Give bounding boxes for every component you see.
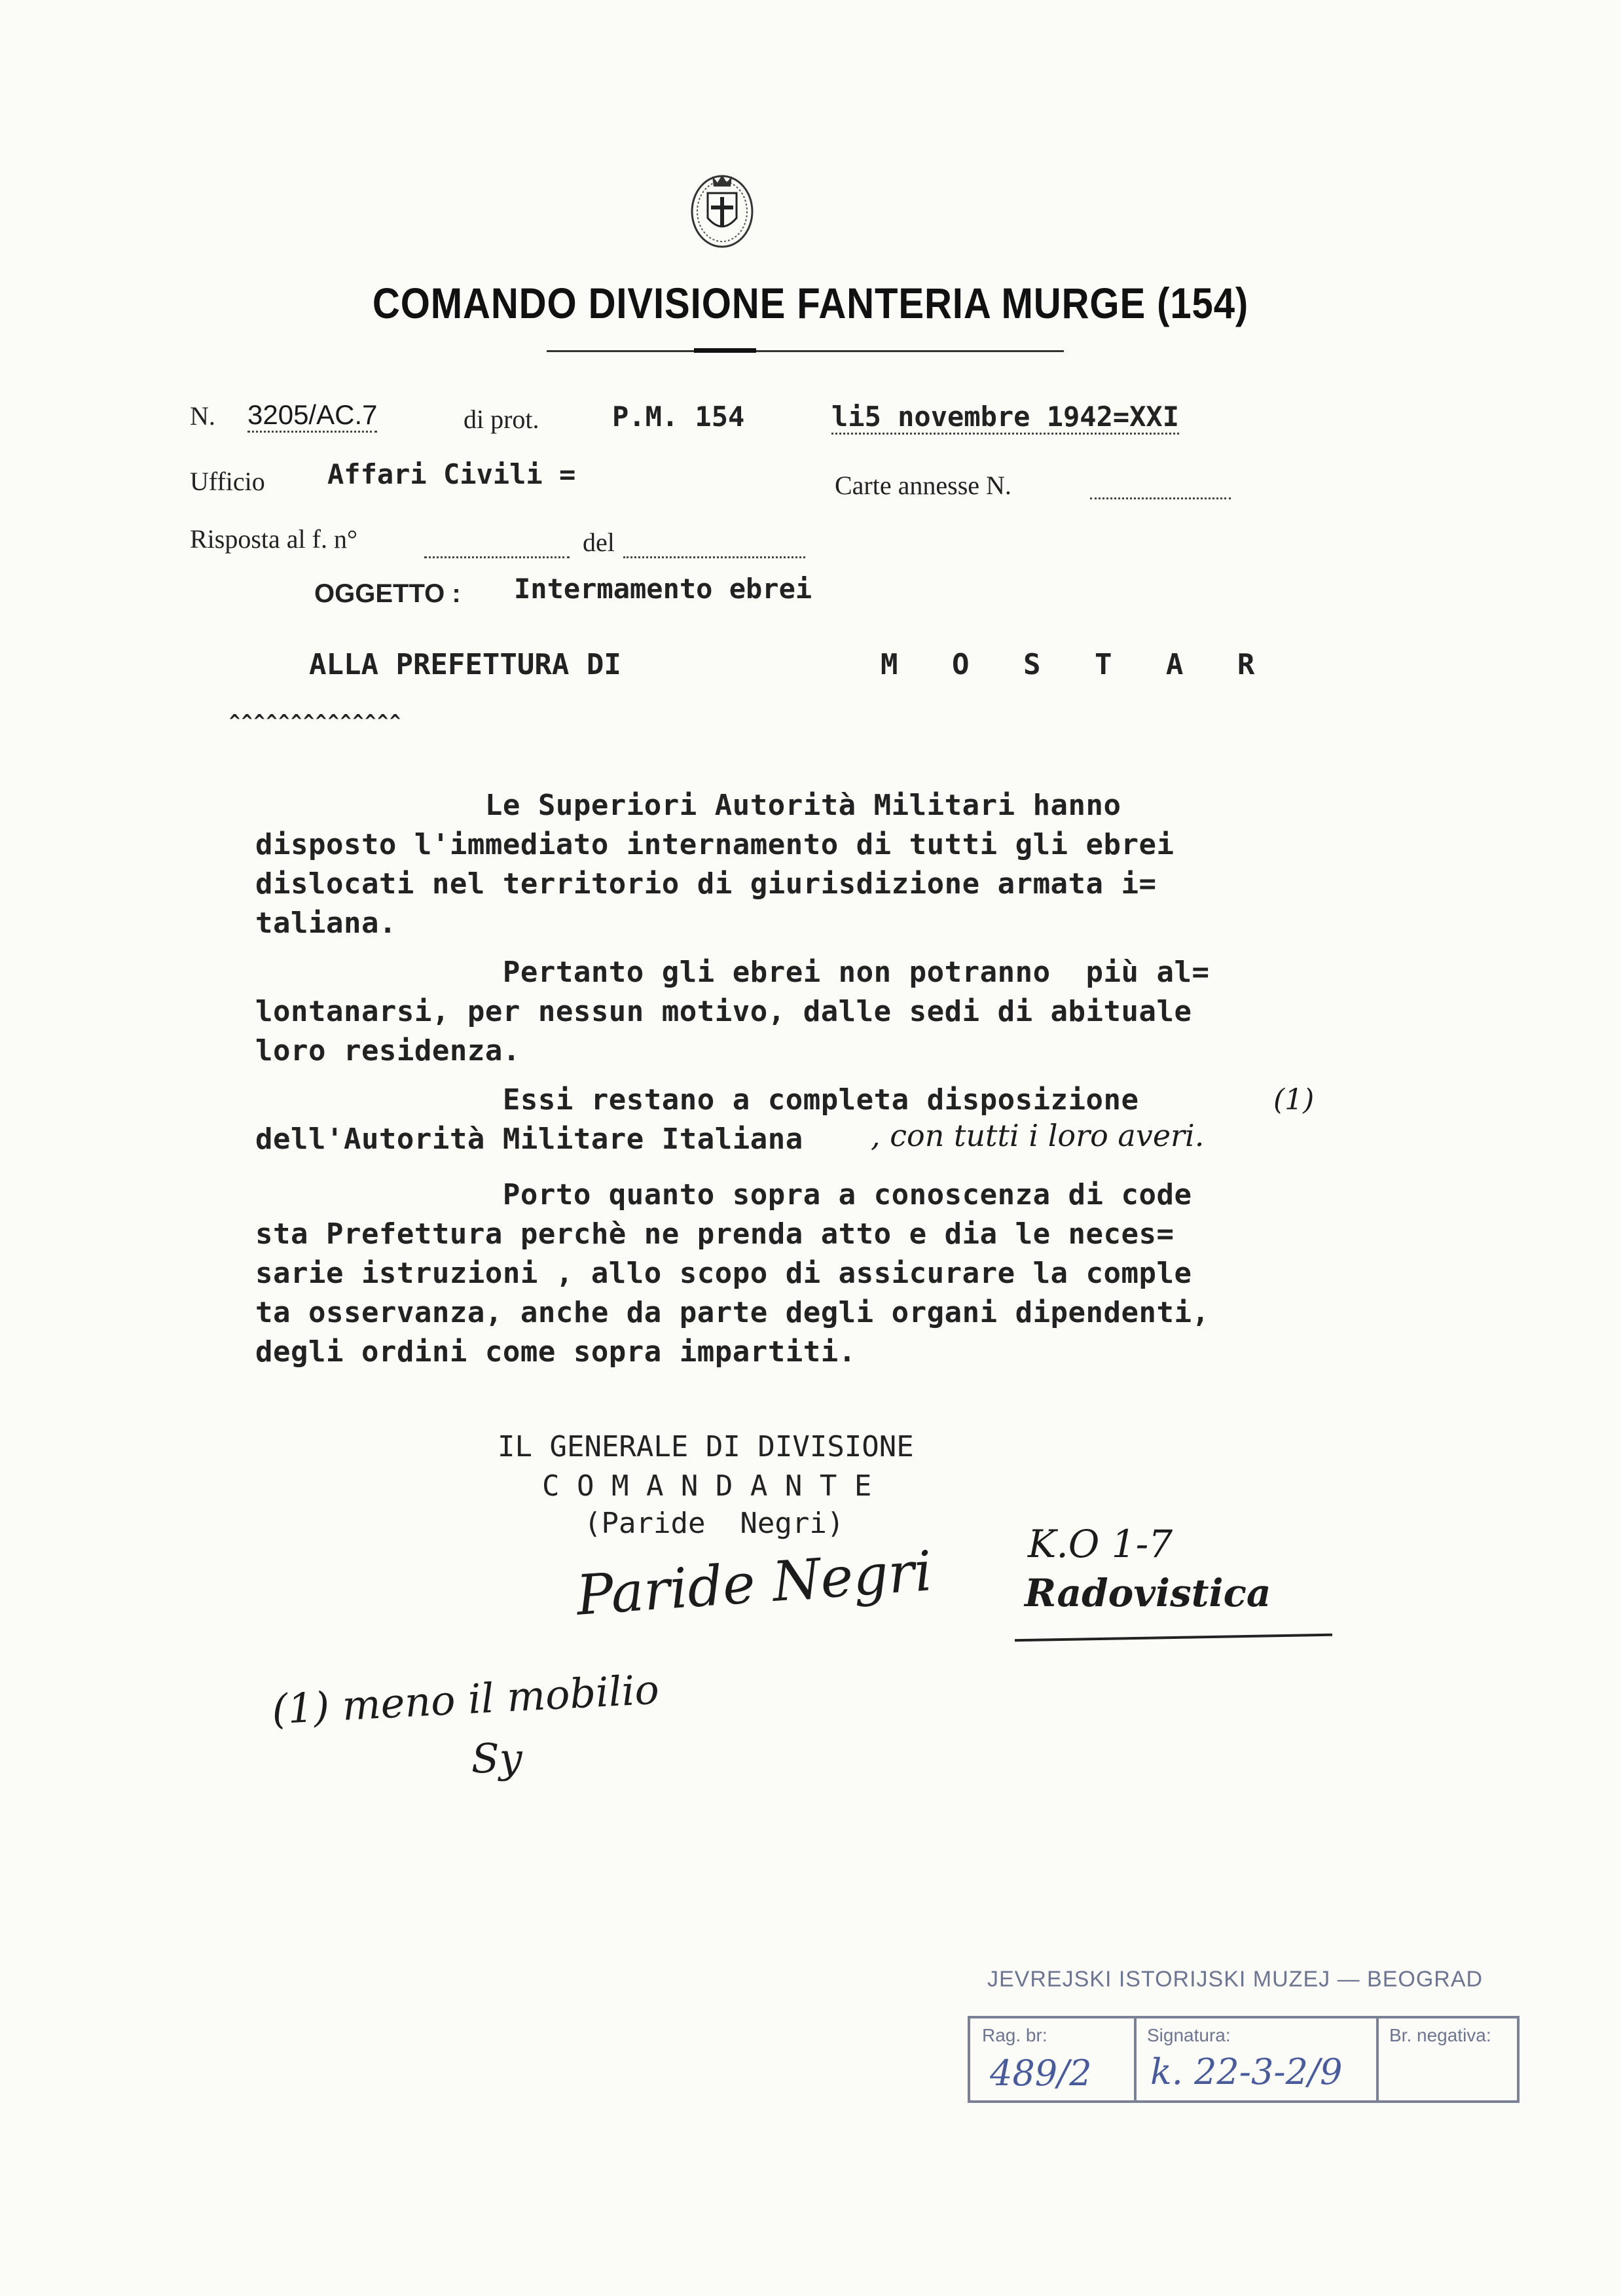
stamp-divider-1 [1134,2018,1137,2100]
carte-annesse-label: Carte annesse N. [835,471,1011,500]
page-title: COMANDO DIVISIONE FANTERIA MURGE (154) [372,279,1249,327]
document-date: li5 novembre 1942=XXI [831,401,1179,435]
insert-mark: (1) [1273,1083,1315,1117]
addressee-line: ALLA PREFETTURA DI [309,648,621,681]
annotation-radovistica: Radovistica [1025,1571,1271,1615]
museum-stamp-header: JEVREJSKI ISTORIJSKI MUZEJ — BEOGRAD [987,1967,1484,1992]
addressee-underline: ^^^^^^^^^^^^^^ [229,710,403,732]
oggetto-value: Intermamento ebrei [514,573,812,605]
pm-number: P.M. 154 [612,401,745,433]
body-line-3: dislocati nel territorio di giurisdizione armata i= [255,867,1157,901]
stamp-rag-label: Rag. br: [982,2025,1047,2045]
museum-stamp [968,2016,1520,2103]
del-label: del [583,528,615,557]
risposta-label: Risposta al f. n° [190,524,357,554]
del-field [623,555,805,558]
stamp-negativa-label: Br. negativa: [1389,2025,1491,2045]
body-line-1: Le Superiori Autorità Militari hanno [255,789,1121,822]
oggetto-label: OGGETTO : [314,579,461,608]
annotation-ko: K.O 1-7 [1028,1522,1173,1566]
carte-annesse-field [1090,496,1231,499]
stamp-divider-2 [1376,2018,1379,2100]
risposta-field [424,555,570,558]
stamp-signatura-value: k. 22-3-2/9 [1150,2051,1343,2092]
number-label: N. [190,401,215,431]
body-line-2: disposto l'immediato internamento di tutti gli ebrei [255,828,1175,861]
annotation-underline [1015,1634,1332,1641]
body-line-10: Porto quanto sopra a conoscenza di code [255,1178,1192,1211]
body-line-9: dell'Autorità Militare Italiana [255,1122,803,1156]
body-line-11: sta Prefettura perchè ne prenda atto e dia le neces= [255,1217,1175,1251]
stamp-rag-value: 489/2 [990,2053,1092,2094]
handwritten-insert: , con tutti i loro averi. [871,1118,1205,1153]
coat-of-arms-emblem [686,167,758,252]
stamp-signatura-label: Signatura: [1147,2025,1231,2045]
protocol-number: 3205/AC.7 [247,399,377,433]
title-rule-accent [694,348,756,353]
handwritten-signature: Paride Negri [574,1539,934,1628]
body-line-14: degli ordini come sopra impartiti. [255,1335,856,1369]
prot-label: di prot. [464,404,539,434]
ufficio-label: Ufficio [190,467,265,496]
body-line-4: taliana. [255,906,397,940]
addressee-city: M O S T A R [881,648,1273,681]
footnote-text: (1) meno il mobilio [270,1665,661,1734]
body-line-5: Pertanto gli ebrei non potranno più al= [255,956,1210,989]
ufficio-value: Affari Civili = [327,458,576,490]
body-line-6: lontanarsi, per nessun motivo, dalle sedi di abituale [255,995,1192,1028]
body-line-13: ta osservanza, anche da parte degli organi dipendenti, [255,1296,1210,1329]
signatory-name: (Paride Negri) [584,1507,845,1540]
signatory-role: C O M A N D A N T E [542,1469,872,1503]
body-line-7: loro residenza. [255,1034,520,1067]
signatory-rank: IL GENERALE DI DIVISIONE [498,1430,914,1463]
title-rule [547,350,1064,352]
body-line-12: sarie istruzioni , allo scopo di assicurare la comple [255,1257,1192,1290]
footnote-initials: Sy [471,1734,522,1782]
body-line-8: Essi restano a completa disposizione [255,1083,1139,1117]
